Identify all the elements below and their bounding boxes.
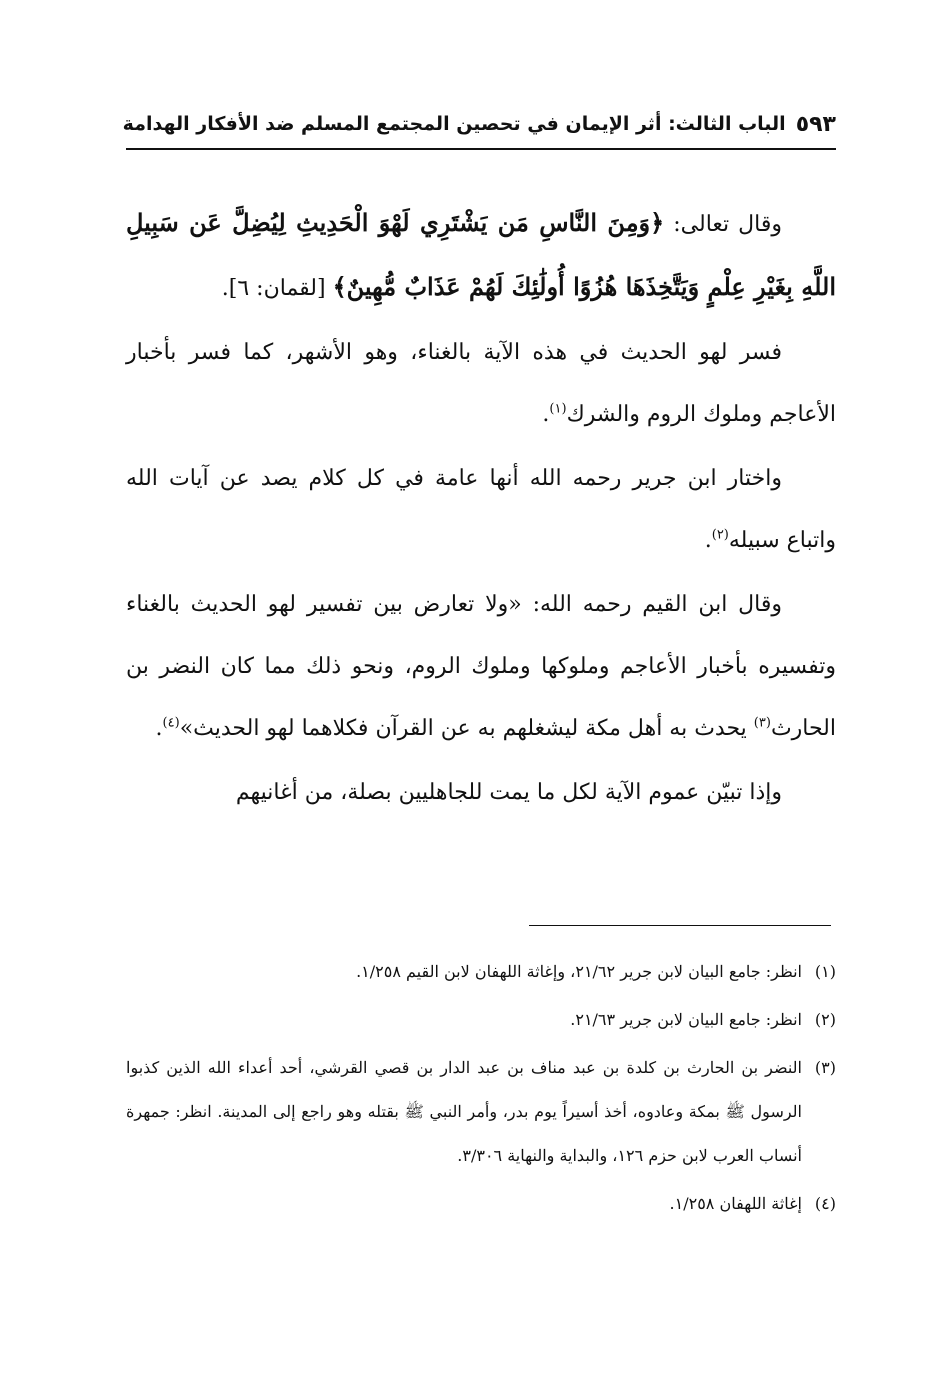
- running-header: [122, 104, 836, 144]
- footnotes: [126, 950, 836, 1230]
- footnote-text: النضر بن الحارث بن كلدة بن عبد مناف بن عبد الدار بن قصي القرشي، أحد أعداء الله الذين كذبوا الرسول ﷺ بمكة وعادوه، أخذ أسيراً يوم بدر، وأمر النبي ﷺ بقتله وهو راجع إلى المدينة. انظر: جمهرة أنساب العرب لابن حزم ١٢٦، والبداية والنهاية ٣/٣٠٦.: [126, 1058, 802, 1165]
- footnote-text: انظر: جامع البيان لابن جرير ٢١/٦٣.: [570, 1010, 802, 1029]
- footnote-number: (٢): [814, 1010, 836, 1029]
- paragraph-ibn-jarir: واختار ابن جرير رحمه الله أنها عامة في كل كلام يصد عن آيات الله واتباع سبيله$^{(٢)}$.: [126, 466, 836, 553]
- verse-citation: [لقمان: ٦].: [221, 276, 326, 301]
- paragraph-text: فسر لهو الحديث في هذه الآية بالغناء، وهو الأشهر، كما فسر بأخبار الأعاجم وملوك الروم والشرك: [126, 340, 836, 427]
- footnote-1: [126, 950, 836, 994]
- paragraph-text: يحدث به أهل مكة ليشغلهم به عن القرآن فكلاهما لهو الحديث»: [179, 716, 747, 741]
- footnote-ref[interactable]: (٤): [162, 715, 180, 731]
- page-number: ٥٩٣: [795, 111, 836, 137]
- paragraph-text: وقال ابن القيم رحمه الله: «ولا تعارض بين تفسير لهو الحديث بالغناء وتفسيره بأخبار الأعاجم وملوكها وملوك الروم، ونحو ذلك مما كان النضر بن الحارث: [126, 592, 836, 741]
- footnote-ref[interactable]: (٢): [711, 527, 729, 543]
- footnote-ref[interactable]: (٣): [753, 715, 771, 731]
- header-rule: [126, 148, 836, 150]
- quran-verse: ﴿وَمِنَ النَّاسِ مَن يَشْتَرِي لَهْوَ الْحَدِيثِ لِيُضِلَّ عَن سَبِيلِ اللَّهِ بِغَيْرِ عِلْمٍ وَيَتَّخِذَهَا هُزُوًا أُولَٰئِكَ لَهُمْ عَذَابٌ مُّهِينٌ﴾: [126, 208, 836, 301]
- footnote-separator: [529, 925, 831, 926]
- footnote-ref[interactable]: (١): [549, 401, 567, 417]
- footnote-number: (٤): [814, 1194, 836, 1213]
- footnote-text: إغاثة اللهفان ١/٢٥٨.: [669, 1194, 802, 1213]
- footnote-3: [126, 1046, 836, 1178]
- paragraph-continuation: [126, 762, 836, 824]
- running-title: الباب الثالث: أثر الإيمان في تحصين المجتمع المسلم ضد الأفكار الهدامة: [122, 113, 786, 135]
- quote-lead: وقال تعالى:: [673, 212, 782, 237]
- paragraph-text: وإذا تبيّن عموم الآية لكل ما يمت للجاهليين بصلة، من أغانيهم: [235, 780, 782, 805]
- footnote-number: (١): [814, 962, 836, 981]
- footnote-number: (٣): [814, 1058, 836, 1077]
- paragraph-tafsir: فسر لهو الحديث في هذه الآية بالغناء، وهو الأشهر، كما فسر بأخبار الأعاجم وملوك الروم والشرك$^{(١)}$.: [126, 340, 836, 427]
- paragraph-text: واختار ابن جرير رحمه الله أنها عامة في كل كلام يصد عن آيات الله واتباع سبيله: [126, 466, 836, 553]
- paragraph-ibn-qayyim: وقال ابن القيم رحمه الله: «ولا تعارض بين تفسير لهو الحديث بالغناء وتفسيره بأخبار الأعاجم وملوكها وملوك الروم، ونحو ذلك مما كان النضر بن الحارث$^{(٣)}$ يحدث به أهل مكة ليشغلهم به عن القرآن فكلاهما لهو الحديث»$^{(٤)}$.: [126, 592, 836, 741]
- footnote-text: انظر: جامع البيان لابن جرير ٢١/٦٢، وإغاثة اللهفان لابن القيم ١/٢٥٨.: [356, 962, 802, 981]
- paragraph-quran-quote: [126, 192, 836, 320]
- footnote-4: [126, 1182, 836, 1226]
- footnote-2: [126, 998, 836, 1042]
- main-text: [126, 192, 836, 826]
